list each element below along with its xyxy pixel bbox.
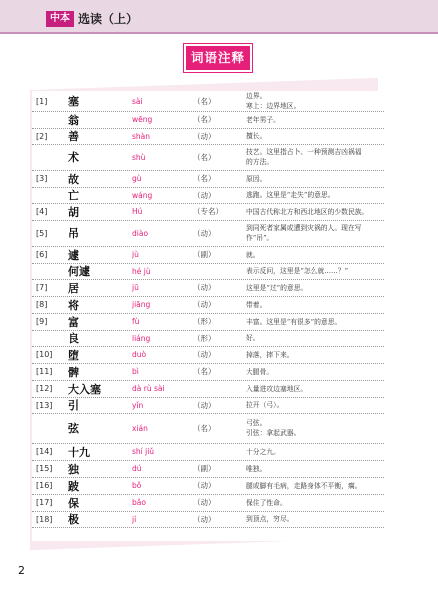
entry-number: [2] xyxy=(36,131,48,141)
section-title: 词语注释 xyxy=(186,46,250,70)
entry-pinyin: shàn xyxy=(132,131,151,141)
entry-part-of-speech: （动） xyxy=(193,228,216,238)
entry-part-of-speech: （动） xyxy=(193,400,216,410)
entry-definition xyxy=(246,263,382,279)
entry-word: 富 xyxy=(68,315,79,329)
entry-pinyin: jí xyxy=(132,514,137,524)
entry-word: 善 xyxy=(68,130,79,143)
entry-number: [3] xyxy=(36,174,48,183)
entry-word: 居 xyxy=(68,281,79,295)
entry-definition xyxy=(246,111,382,128)
entry-definition xyxy=(246,203,382,220)
entry-part-of-speech: （动） xyxy=(193,283,216,292)
entry-part-of-speech: （动） xyxy=(193,300,216,309)
entry-pinyin: yǐn xyxy=(132,400,144,410)
vocab-row xyxy=(32,363,384,381)
entry-part-of-speech: （专名） xyxy=(193,207,223,216)
definition-line: 逃跑。这里是“走失”的意思。 xyxy=(246,191,335,199)
vocab-row xyxy=(32,263,384,280)
entry-pinyin: jū xyxy=(132,283,139,292)
entry-pinyin: fù xyxy=(132,317,140,326)
entry-number: [14] xyxy=(36,447,53,456)
entry-definition xyxy=(246,313,382,330)
entry-word: 何遽 xyxy=(68,265,90,278)
entry-word: 保 xyxy=(68,496,79,510)
entry-number: [4] xyxy=(36,207,48,216)
definition-line: 老年男子。 xyxy=(246,115,280,124)
vocab-row xyxy=(32,511,384,528)
entry-number: [15] xyxy=(36,464,53,473)
entry-word: 引 xyxy=(68,399,79,412)
vocab-row xyxy=(32,144,384,171)
vocab-row xyxy=(32,477,384,495)
entry-word: 跛 xyxy=(68,479,79,493)
entry-word: 大入塞 xyxy=(68,382,101,396)
header-tag: 中本 xyxy=(46,11,74,27)
definition-line: 拉开（弓）。 xyxy=(246,401,284,409)
definition-line: 掉落，摔下来。 xyxy=(246,350,294,359)
entry-number: [17] xyxy=(36,498,53,507)
entry-word: 将 xyxy=(68,298,79,312)
definition-line: 带着。 xyxy=(246,300,267,309)
entry-definition xyxy=(246,296,382,313)
vocab-row xyxy=(32,494,384,512)
definition-line: 大腿骨。 xyxy=(246,367,274,376)
definition-line: 到同死者家属或遭到灾祸的人。现在写 xyxy=(246,224,362,232)
definition-line: 入量进攻边塞地区。 xyxy=(246,384,308,393)
entry-word: 翁 xyxy=(68,113,79,127)
entry-part-of-speech: （名） xyxy=(193,115,216,124)
entry-pinyin: shí jiǔ xyxy=(132,447,155,456)
definition-line: 唯独。 xyxy=(246,464,267,473)
page-number: 2 xyxy=(18,564,25,577)
entry-number: [8] xyxy=(36,300,48,309)
entry-word: 故 xyxy=(68,172,79,186)
entry-pinyin: diào xyxy=(132,228,149,238)
entry-part-of-speech: （动） xyxy=(193,350,216,359)
definition-line: 十分之九。 xyxy=(246,447,280,456)
entry-part-of-speech: （副） xyxy=(193,250,216,259)
vocab-row xyxy=(32,279,384,297)
definition-line: 引弦：拿起武器。 xyxy=(246,429,301,437)
entry-part-of-speech: （名） xyxy=(193,423,216,433)
entry-definition xyxy=(246,397,382,413)
definition-line: 丰富。这里是“有很多”的意思。 xyxy=(246,317,342,326)
definition-line: 就。 xyxy=(246,250,260,259)
entry-pinyin: bǎo xyxy=(132,498,146,507)
entry-part-of-speech: （动） xyxy=(193,514,216,524)
vocab-row xyxy=(32,443,384,461)
definition-line: 中国古代称北方和西北地区的少数民族。 xyxy=(246,207,369,216)
vocab-row xyxy=(32,170,384,188)
definition-line: 技艺。这里指占卜、一种预测吉凶祸福 xyxy=(246,148,362,156)
entry-word: 亡 xyxy=(68,189,79,202)
entry-word: 十九 xyxy=(68,445,90,459)
entry-word: 术 xyxy=(68,151,79,164)
entry-pinyin: bǒ xyxy=(132,481,142,490)
entry-number: [13] xyxy=(36,400,53,410)
vocab-row xyxy=(32,220,384,247)
entry-definition xyxy=(246,187,382,203)
entry-number: [1] xyxy=(36,96,48,106)
entry-part-of-speech: （名） xyxy=(193,96,216,106)
definition-line: 表示反问，这里是“怎么就……？” xyxy=(246,267,349,275)
entry-pinyin: jù xyxy=(132,250,139,259)
entry-number: [7] xyxy=(36,283,48,292)
entry-definition xyxy=(246,220,382,246)
entry-pinyin: dà rù sài xyxy=(132,384,165,393)
vocab-row xyxy=(32,397,384,414)
entry-definition xyxy=(246,380,382,397)
vocab-row xyxy=(32,128,384,145)
definition-line: 到顶点，穷尽。 xyxy=(246,515,294,523)
entry-part-of-speech: （名） xyxy=(193,152,216,162)
entry-number: [5] xyxy=(36,228,48,238)
entry-definition xyxy=(246,91,382,111)
definition-line: 这里是“过”的意思。 xyxy=(246,283,308,292)
entry-part-of-speech: （形） xyxy=(193,317,216,326)
definition-line: 寒上：边界地区。 xyxy=(246,102,301,110)
entry-pinyin: xián xyxy=(132,423,148,433)
entry-pinyin: wáng xyxy=(132,190,153,200)
entry-definition xyxy=(246,279,382,296)
vocab-row xyxy=(32,91,384,112)
entry-pinyin: hé jù xyxy=(132,266,151,276)
entry-definition xyxy=(246,363,382,380)
entry-definition xyxy=(246,413,382,443)
entry-definition xyxy=(246,460,382,477)
definition-line: 边界。 xyxy=(246,92,267,100)
definition-line: 弓弦。 xyxy=(246,419,267,427)
entry-part-of-speech: （动） xyxy=(193,131,216,141)
entry-definition xyxy=(246,494,382,511)
entry-definition xyxy=(246,477,382,494)
entry-word: 良 xyxy=(68,332,79,345)
definition-line: 的方法。 xyxy=(246,158,274,166)
entry-word: 塞 xyxy=(68,95,79,108)
definition-line: 作“吊”。 xyxy=(246,234,274,242)
definition-line: 原因。 xyxy=(246,174,267,183)
vocab-table xyxy=(32,91,384,541)
definition-line: 腿或脚有毛病，走路身体不平衡，瘸。 xyxy=(246,481,362,490)
entry-number: [6] xyxy=(36,250,48,259)
entry-number: [9] xyxy=(36,317,48,326)
entry-part-of-speech: （名） xyxy=(193,367,216,376)
entry-pinyin: jiāng xyxy=(132,300,151,309)
entry-word: 独 xyxy=(68,462,79,476)
entry-word: 弦 xyxy=(68,422,79,435)
entry-definition xyxy=(246,170,382,187)
entry-pinyin: shù xyxy=(132,152,146,162)
entry-pinyin: wēng xyxy=(132,115,153,124)
entry-number: [11] xyxy=(36,367,53,376)
entry-pinyin: bì xyxy=(132,367,139,376)
entry-part-of-speech: （动） xyxy=(193,481,216,490)
header-title: 选读（上） xyxy=(78,12,139,26)
definition-line: 好。 xyxy=(246,334,260,342)
entry-number: [16] xyxy=(36,481,53,490)
definition-line: 保住了性命。 xyxy=(246,498,287,507)
vocab-row xyxy=(32,203,384,221)
entry-part-of-speech: （形） xyxy=(193,333,216,343)
entry-definition xyxy=(246,346,382,363)
vocab-row xyxy=(32,380,384,398)
entry-part-of-speech: （动） xyxy=(193,190,216,200)
entry-definition xyxy=(246,443,382,460)
entry-definition xyxy=(246,511,382,527)
vocab-row xyxy=(32,187,384,204)
entry-pinyin: dú xyxy=(132,464,142,473)
entry-pinyin: liáng xyxy=(132,333,151,343)
vocab-row xyxy=(32,346,384,364)
vocab-row xyxy=(32,460,384,478)
vocab-row xyxy=(32,246,384,264)
entry-definition xyxy=(246,128,382,144)
entry-word: 堕 xyxy=(68,348,79,362)
definition-line: 擅长。 xyxy=(246,132,267,140)
vocab-row xyxy=(32,296,384,314)
entry-part-of-speech: （副） xyxy=(193,464,216,473)
entry-definition xyxy=(246,144,382,170)
entry-word: 胡 xyxy=(68,205,79,219)
entry-pinyin: sài xyxy=(132,96,143,106)
entry-pinyin: Hú xyxy=(132,207,143,216)
vocab-row xyxy=(32,111,384,129)
entry-number: [10] xyxy=(36,350,53,359)
vocab-row xyxy=(32,413,384,444)
vocab-row xyxy=(32,330,384,347)
entry-number: [18] xyxy=(36,514,53,524)
vocab-row xyxy=(32,313,384,331)
entry-word: 吊 xyxy=(68,227,79,240)
entry-word: 髀 xyxy=(68,365,79,379)
entry-pinyin: gù xyxy=(132,174,142,183)
entry-part-of-speech: （动） xyxy=(193,498,216,507)
entry-part-of-speech: （名） xyxy=(193,174,216,183)
entry-number: [12] xyxy=(36,384,53,393)
entry-definition xyxy=(246,330,382,346)
entry-word: 极 xyxy=(68,513,79,526)
entry-definition xyxy=(246,246,382,263)
entry-pinyin: duò xyxy=(132,350,147,359)
entry-word: 遽 xyxy=(68,248,79,262)
